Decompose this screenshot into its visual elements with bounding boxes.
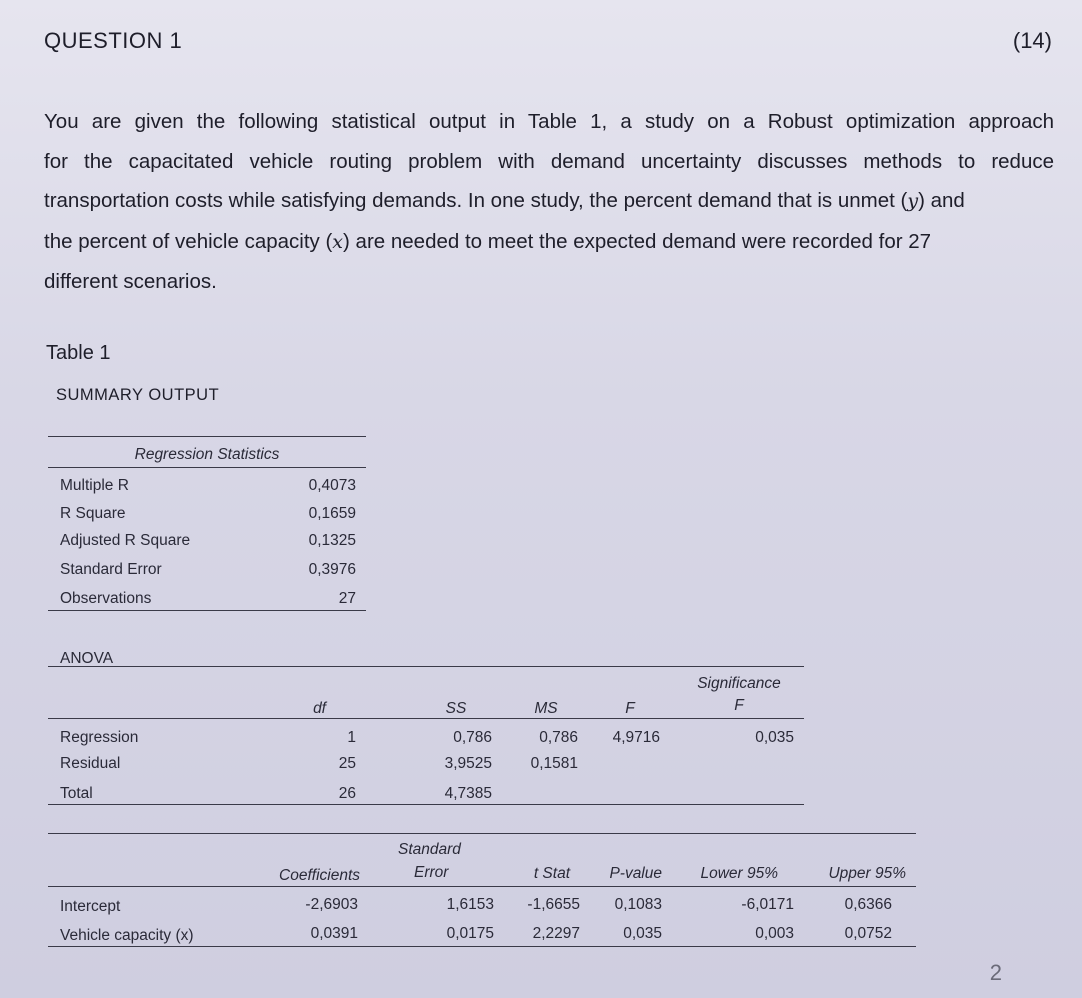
- anova-header-f: F: [625, 700, 635, 717]
- paragraph-line-4-end: ) are needed to meet the expected demand were recorded for 27: [343, 229, 932, 253]
- page-number: 2: [989, 960, 1002, 985]
- paragraph-line-4-text: the percent of vehicle capacity (: [44, 229, 333, 253]
- coef-se: 0,0175: [446, 925, 494, 942]
- anova-df: 1: [347, 729, 356, 746]
- stat-value: 0,1325: [308, 532, 356, 549]
- coef-se: 1,6153: [446, 896, 494, 913]
- coef-row-label: Intercept: [60, 898, 121, 915]
- stat-label: Standard Error: [60, 561, 162, 578]
- anova-header-df: df: [313, 700, 326, 717]
- anova-header-significance: Significance: [697, 675, 781, 692]
- stat-label: Adjusted R Square: [60, 532, 191, 549]
- anova-ms: 0,1581: [530, 755, 578, 772]
- coef-header-pvalue: P-value: [609, 865, 662, 882]
- anova-row-label: Residual: [60, 755, 121, 772]
- anova-row-label: Total: [60, 785, 93, 802]
- paragraph-line-5: different scenarios.: [44, 270, 217, 293]
- paragraph-line-1: You are given the following statistical output in Table 1, a study on a Robust optimization approach: [44, 110, 1054, 133]
- paragraph-line-3: [44, 181, 1054, 222]
- coef-lower95: -6,0171: [741, 896, 794, 913]
- rule: [48, 804, 804, 805]
- question-paragraph: [44, 102, 1054, 302]
- summary-output-title: SUMMARY OUTPUT: [56, 386, 220, 404]
- anova-title: ANOVA: [60, 650, 114, 667]
- coef-value: 0,0391: [310, 925, 358, 942]
- coef-upper95: 0,0752: [844, 925, 892, 942]
- anova-ms: 0,786: [539, 729, 578, 746]
- question-title: QUESTION 1: [44, 28, 183, 53]
- coef-pvalue: 0,1083: [614, 896, 662, 913]
- anova-df: 25: [338, 755, 356, 772]
- coef-row-label: Vehicle capacity (x): [60, 927, 194, 944]
- rule: [48, 946, 916, 947]
- variable-y: y: [907, 190, 919, 212]
- rule: [48, 666, 804, 667]
- paragraph-line-3-end: ) and: [918, 189, 965, 212]
- anova-ss: 4,7385: [444, 785, 492, 802]
- rule: [48, 610, 366, 611]
- coef-header-upper95: Upper 95%: [828, 865, 906, 882]
- rule: [48, 886, 916, 887]
- anova-ss: 0,786: [453, 729, 492, 746]
- paragraph-line-4: [44, 222, 1054, 263]
- anova-row-label: Regression: [60, 729, 139, 746]
- stat-value: 0,1659: [308, 505, 356, 522]
- anova-header-significance-f: F: [734, 697, 744, 714]
- variable-x: x: [332, 230, 344, 253]
- coef-tstat: -1,6655: [527, 896, 580, 913]
- anova-df: 26: [338, 785, 356, 802]
- question-marks: (14): [1012, 28, 1052, 53]
- coef-lower95: 0,003: [755, 925, 794, 942]
- coef-header-standard: Standard: [398, 841, 461, 858]
- coef-value: -2,6903: [305, 896, 358, 913]
- paragraph-line-2: for the capacitated vehicle routing problem with demand uncertainty discusses methods to reduce: [44, 149, 1054, 173]
- coef-upper95: 0,6366: [844, 896, 892, 913]
- stat-label: Observations: [60, 590, 152, 607]
- coef-header-coefficients: Coefficients: [279, 867, 360, 884]
- rule: [48, 467, 366, 468]
- stat-value: 0,3976: [308, 561, 356, 578]
- anova-significance: 0,035: [755, 729, 794, 746]
- rule: [48, 833, 916, 834]
- anova-header-ms: MS: [534, 700, 558, 717]
- rule: [48, 718, 804, 719]
- anova-f: 4,9716: [612, 729, 660, 746]
- rule: [48, 436, 366, 437]
- stat-value: 0,4073: [308, 477, 356, 494]
- coef-header-tstat: t Stat: [533, 865, 570, 882]
- coef-header-lower95: Lower 95%: [700, 865, 778, 882]
- anova-header-ss: SS: [445, 700, 467, 717]
- table-label: Table 1: [46, 342, 111, 364]
- paragraph-line-3-text: transportation costs while satisfying demands. In one study, the percent demand that is unmet (: [44, 189, 908, 212]
- coef-header-error: Error: [414, 864, 449, 881]
- stat-label: Multiple R: [60, 477, 129, 494]
- anova-ss: 3,9525: [444, 755, 492, 772]
- stat-label: R Square: [60, 505, 126, 522]
- regression-statistics-header: Regression Statistics: [134, 446, 280, 463]
- coef-pvalue: 0,035: [623, 925, 662, 942]
- coef-tstat: 2,2297: [532, 925, 580, 942]
- stat-value: 27: [338, 590, 356, 607]
